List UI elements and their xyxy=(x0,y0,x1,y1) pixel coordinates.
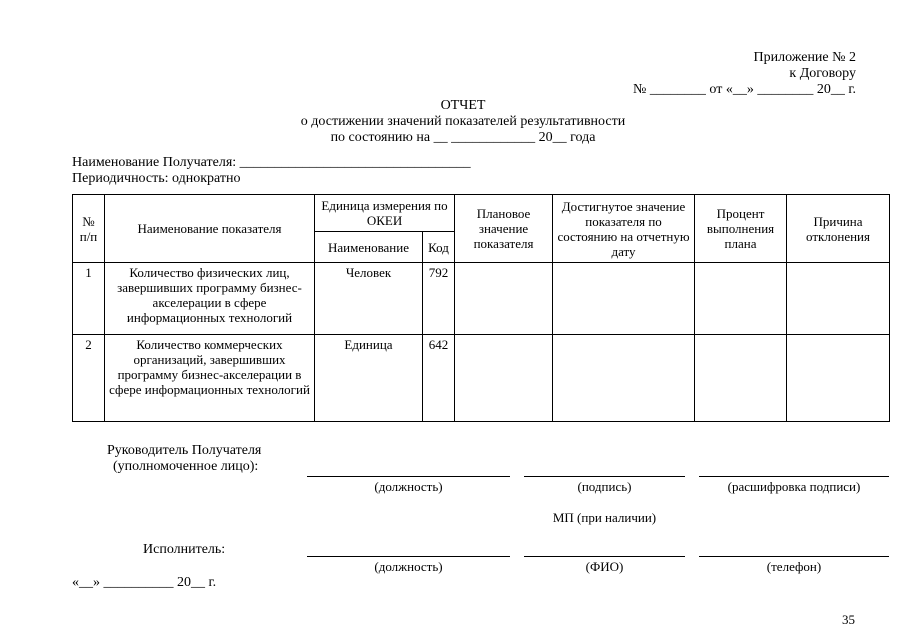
date-line: «__» __________ 20__ г. xyxy=(72,575,217,590)
row-unit: Человек xyxy=(315,263,423,335)
header-reason: Причина отклонения xyxy=(787,195,890,263)
indicators-table xyxy=(72,194,890,422)
header-planned: Плановое значение показателя xyxy=(455,195,553,263)
row-num: 2 xyxy=(73,335,105,422)
row-reason xyxy=(787,335,890,422)
row-indicator-name: Количество коммерческих организаций, завершивших программу бизнес-акселерации в сфере информационных технологий xyxy=(105,335,315,422)
row-percent xyxy=(695,263,787,335)
row-planned xyxy=(455,335,553,422)
header-unit-name: Наименование xyxy=(315,232,423,263)
head-label: Руководитель Получателя xyxy=(107,443,262,458)
row-num: 1 xyxy=(73,263,105,335)
report-title: ОТЧЕТ xyxy=(440,98,486,113)
row-achieved xyxy=(553,335,695,422)
header-row xyxy=(73,195,890,232)
page-number: 35 xyxy=(842,612,855,627)
row-reason xyxy=(787,263,890,335)
signature-line xyxy=(524,476,685,477)
table-row xyxy=(73,335,890,422)
contract-number: № ________ от «__» ________ 20__ г. xyxy=(633,82,856,97)
header-achieved: Достигнутое значение показателя по состоянию на отчетную дату xyxy=(553,195,695,263)
decoding-caption: (расшифровка подписи) xyxy=(727,479,861,494)
header-unit-group: Единица измерения по ОКЕИ xyxy=(315,195,455,232)
header-unit-code: Код xyxy=(423,232,455,263)
row-planned xyxy=(455,263,553,335)
row-code: 642 xyxy=(423,335,455,422)
header-num: № п/п xyxy=(73,195,105,263)
position-line xyxy=(307,476,510,477)
phone-line xyxy=(699,556,889,557)
row-unit: Единица xyxy=(315,335,423,422)
table-row xyxy=(73,263,890,335)
executor-label: Исполнитель: xyxy=(143,542,226,557)
position2-caption: (должность) xyxy=(374,559,443,574)
contract-label: к Договору xyxy=(789,66,856,81)
appendix-label: Приложение № 2 xyxy=(753,50,856,65)
report-date: по состоянию на __ ____________ 20__ года xyxy=(330,130,596,145)
row-code: 792 xyxy=(423,263,455,335)
decoding-line xyxy=(699,476,889,477)
recipient-name: Наименование Получателя: _________________________________ xyxy=(72,155,471,170)
signature-caption: (подпись) xyxy=(577,479,632,494)
header-percent: Процент выполнения плана xyxy=(695,195,787,263)
row-indicator-name: Количество физических лиц, завершивших программу бизнес-акселерации в сфере информационных технологий xyxy=(105,263,315,335)
periodicity: Периодичность: однократно xyxy=(72,171,241,186)
fio-caption: (ФИО) xyxy=(585,559,624,574)
position-caption: (должность) xyxy=(374,479,443,494)
row-achieved xyxy=(553,263,695,335)
fio-line xyxy=(524,556,685,557)
phone-caption: (телефон) xyxy=(766,559,822,574)
head-label-sub: (уполномоченное лицо): xyxy=(113,459,259,474)
stamp-label: МП (при наличии) xyxy=(552,510,657,525)
report-subtitle: о достижении значений показателей результативности xyxy=(300,114,626,129)
header-indicator: Наименование показателя xyxy=(105,195,315,263)
position2-line xyxy=(307,556,510,557)
row-percent xyxy=(695,335,787,422)
